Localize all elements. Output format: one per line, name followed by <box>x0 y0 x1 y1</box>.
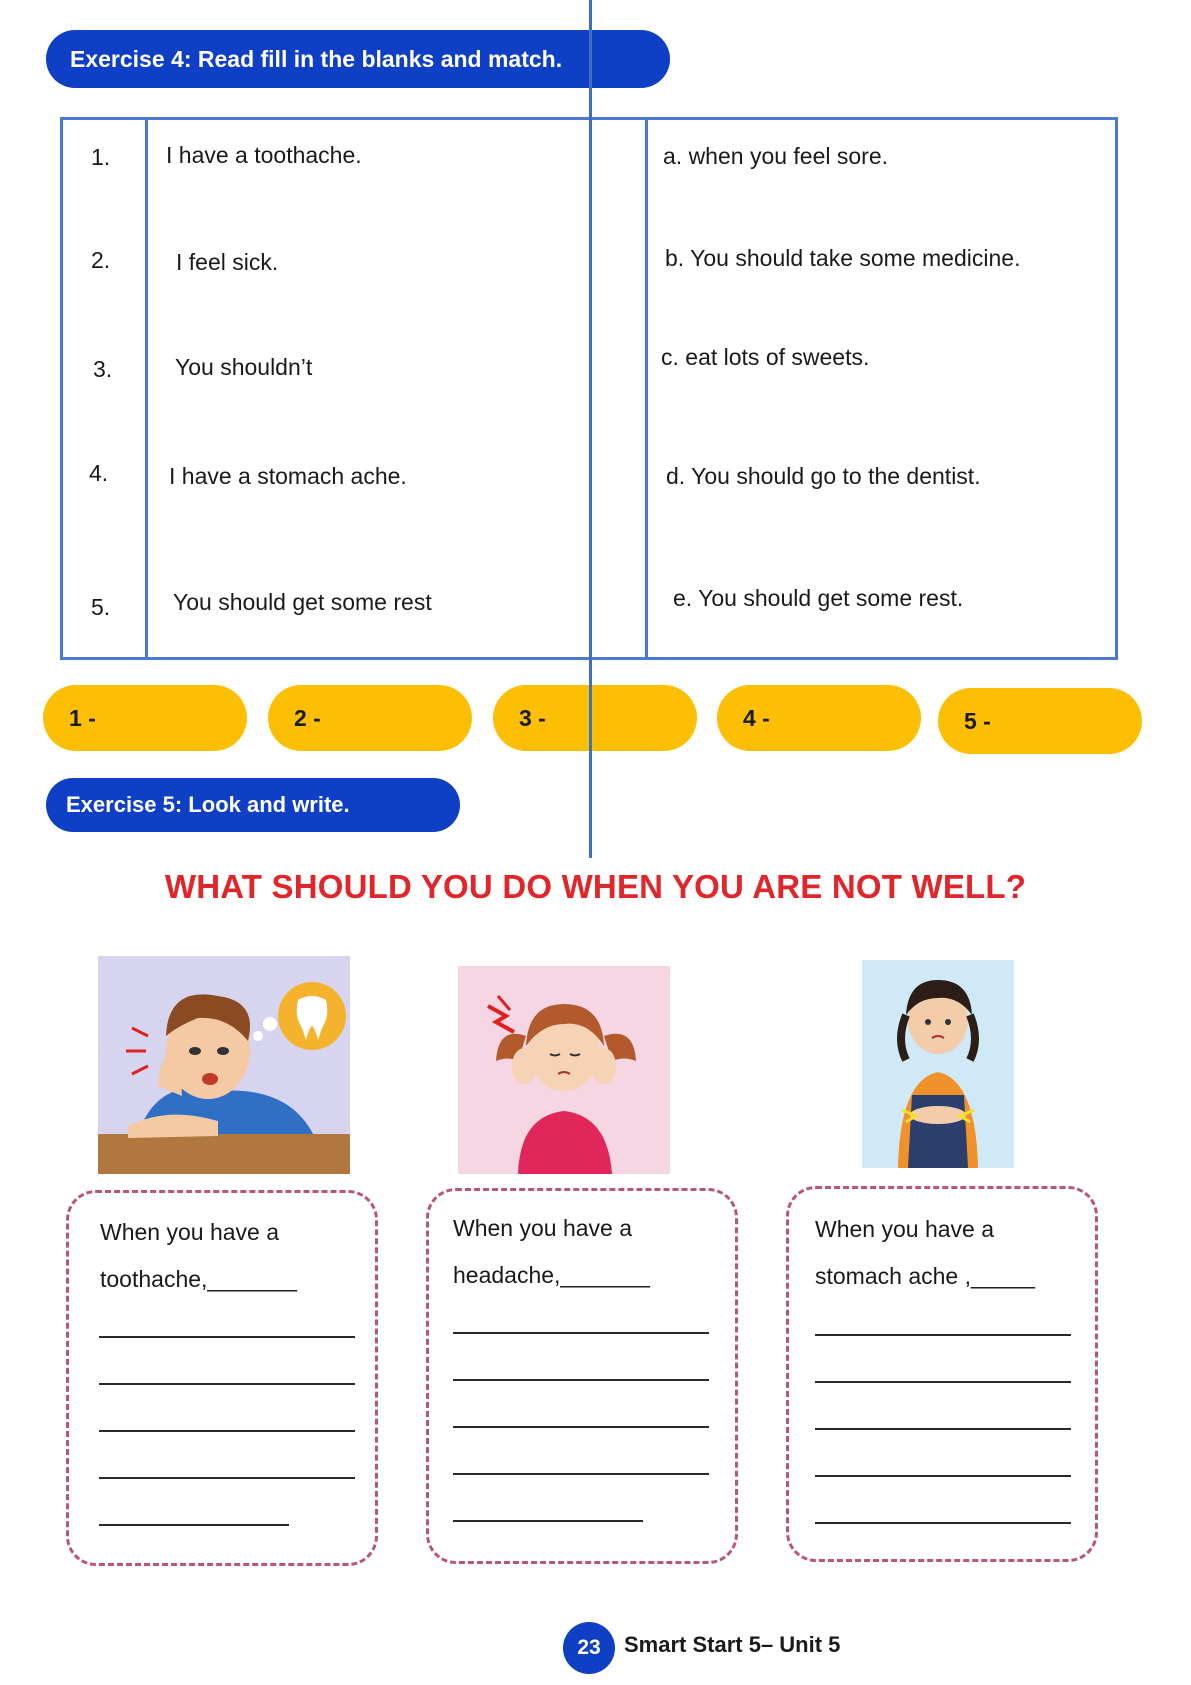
write-line[interactable] <box>815 1475 1071 1477</box>
main-heading: WHAT SHOULD YOU DO WHEN YOU ARE NOT WELL? <box>164 868 1027 905</box>
write-line[interactable] <box>815 1522 1071 1524</box>
write-line[interactable] <box>815 1428 1071 1430</box>
prompt-line-1: When you have a <box>453 1215 633 1241</box>
answer-pill-3[interactable] <box>493 685 697 751</box>
write-line[interactable] <box>99 1336 355 1338</box>
answer-pill-2[interactable] <box>268 685 472 751</box>
left-item-number: 1. <box>91 144 111 170</box>
left-item-number: 4. <box>89 460 109 486</box>
left-item-text: I have a toothache. <box>166 142 362 168</box>
prompt-line-2: headache,_______ <box>453 1262 650 1288</box>
number-column-divider <box>145 120 148 657</box>
left-item-number: 3. <box>93 356 113 382</box>
page-number-badge <box>563 1622 615 1674</box>
write-line[interactable] <box>453 1520 643 1522</box>
right-item-text: d. You should go to the dentist. <box>666 463 981 489</box>
left-item-number: 2. <box>91 247 111 273</box>
right-item-text: e. You should get some rest. <box>673 585 964 611</box>
right-item-text: b. You should take some medicine. <box>665 245 1021 271</box>
left-item-text: I have a stomach ache. <box>169 463 407 489</box>
write-line[interactable] <box>99 1524 289 1526</box>
answer-label: 4 - <box>743 704 770 731</box>
write-line[interactable] <box>453 1426 709 1428</box>
exercise-4-banner <box>46 30 670 88</box>
answer-label: 1 - <box>69 704 96 731</box>
headache-illustration <box>458 966 670 1174</box>
write-line[interactable] <box>815 1381 1071 1383</box>
answer-label: 2 - <box>294 704 321 731</box>
left-item-number: 5. <box>91 594 111 620</box>
write-line[interactable] <box>453 1379 709 1381</box>
answer-pill-1[interactable] <box>43 685 247 751</box>
stomach-ache-illustration <box>862 960 1014 1168</box>
left-item-text: You should get some rest <box>173 589 432 615</box>
vertical-divider <box>589 0 592 858</box>
answer-pill-4[interactable] <box>717 685 921 751</box>
answer-label: 3 - <box>519 704 546 731</box>
write-line[interactable] <box>815 1334 1071 1336</box>
write-box-toothache[interactable] <box>66 1190 378 1566</box>
write-line[interactable] <box>99 1383 355 1385</box>
prompt-line-1: When you have a <box>815 1216 995 1242</box>
left-item-text: You shouldn’t <box>175 354 313 380</box>
prompt-line-2: toothache,_______ <box>100 1266 297 1292</box>
answer-label: 5 - <box>964 707 991 734</box>
write-line[interactable] <box>99 1430 355 1432</box>
write-box-stomach-ache[interactable] <box>786 1186 1098 1562</box>
answer-pill-5[interactable] <box>938 688 1142 754</box>
left-item-text: I feel sick. <box>176 249 279 275</box>
write-box-headache[interactable] <box>426 1188 738 1564</box>
exercise-5-banner <box>46 778 460 832</box>
prompt-line-1: When you have a <box>100 1219 280 1245</box>
book-title: Smart Start 5– Unit 5 <box>624 1632 841 1657</box>
exercise-4-title: Exercise 4: Read fill in the blanks and match. <box>70 45 563 72</box>
right-item-text: c. eat lots of sweets. <box>661 344 870 370</box>
right-item-text: a. when you feel sore. <box>663 143 889 169</box>
prompt-line-2: stomach ache ,_____ <box>815 1263 1035 1289</box>
exercise-5-title: Exercise 5: Look and write. <box>66 792 350 817</box>
write-line[interactable] <box>99 1477 355 1479</box>
toothache-illustration <box>98 956 350 1174</box>
write-line[interactable] <box>453 1473 709 1475</box>
write-line[interactable] <box>453 1332 709 1334</box>
right-column-divider <box>645 120 648 657</box>
page-number: 23 <box>577 1636 601 1659</box>
